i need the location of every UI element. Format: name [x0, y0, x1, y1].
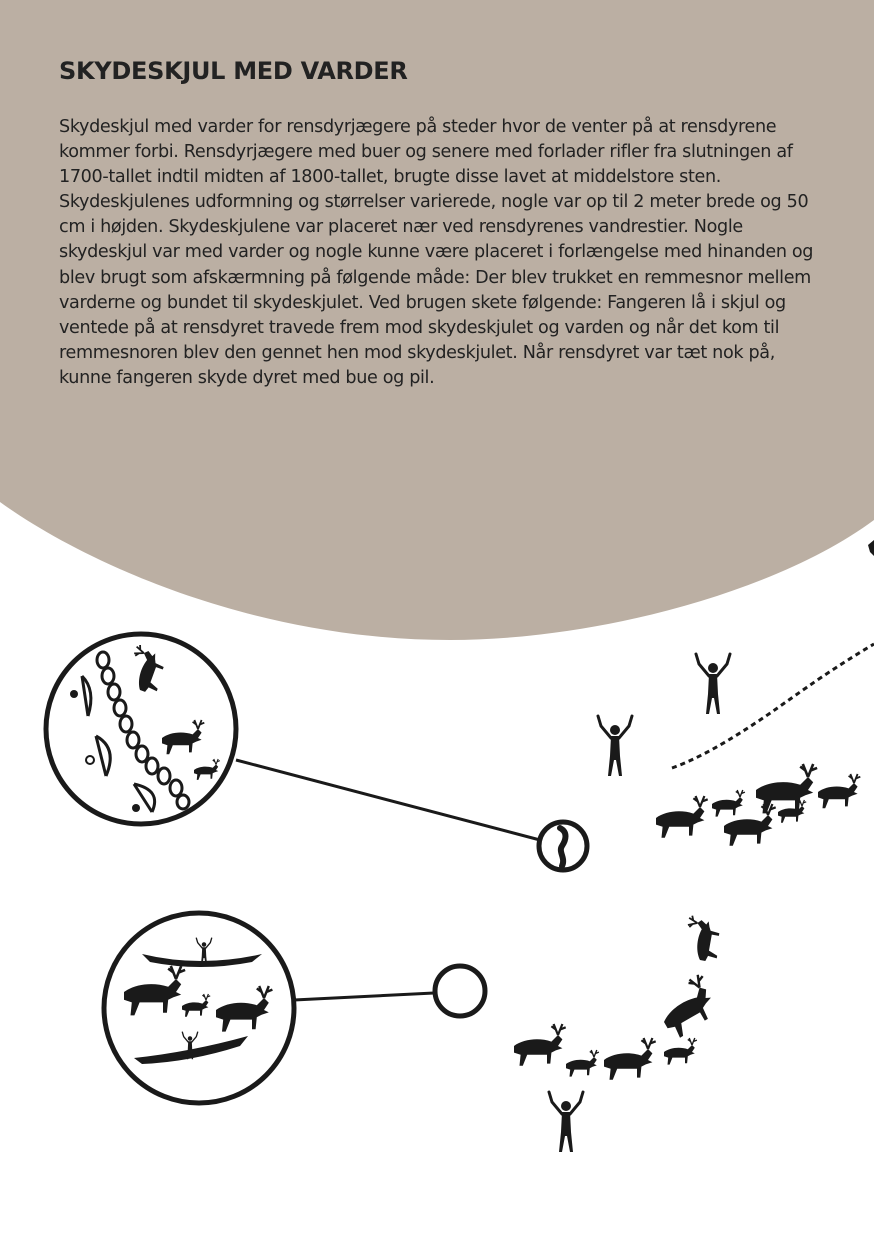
reindeer-herd-top	[656, 764, 860, 846]
hunter-figure-bottom	[549, 1092, 583, 1152]
marker-circle-top	[539, 822, 587, 870]
marker-circle-bottom	[435, 966, 485, 1016]
connector-line-top	[236, 760, 540, 840]
stone-fence	[672, 644, 874, 768]
connector-line-bottom	[294, 993, 434, 1000]
zoom-circle-top	[46, 634, 236, 824]
zoom-circle-bottom	[104, 913, 294, 1103]
body-paragraph: Skydeskjul med varder for rensdyrjægere på steder hvor de venter på at rensdyrene kommer forbi. Rensdyrjægere med buer og senere med forlader rifler fra slutningen af 1700-tallet indtil midten af 1800-tallet, brugte disse lavet at middelstore sten. Skydeskjulenes udformning og størrelser varierede, nogle var op til 2 meter brede og 50 cm i højden. Skydeskjulene var placeret nær ved rensdyrenes vandrestier. Nogle skydeskjul var med varder og nogle kunne være placeret i forlængelse med hinanden og blev brugt som afskærmning på følgende måde: Der blev trukket en remmesnor mellem varderne og bundet til skydeskjulet. Ved brugen skete følgende: Fangeren lå i skjul og ventede på at rensdyret travede frem mod skydeskjulet og varden og når det kom til remmesnoren blev den gennet hen mod skydeskjulet. Når rensdyret var tæt nok på, kunne fangeren skyde dyret med bue og pil.	[59, 117, 814, 388]
hunter-figures	[598, 654, 730, 776]
edge-figure	[868, 540, 874, 556]
reindeer-herd-bottom	[514, 915, 724, 1080]
page-title: SKYDESKJUL MED VARDER	[59, 57, 408, 85]
